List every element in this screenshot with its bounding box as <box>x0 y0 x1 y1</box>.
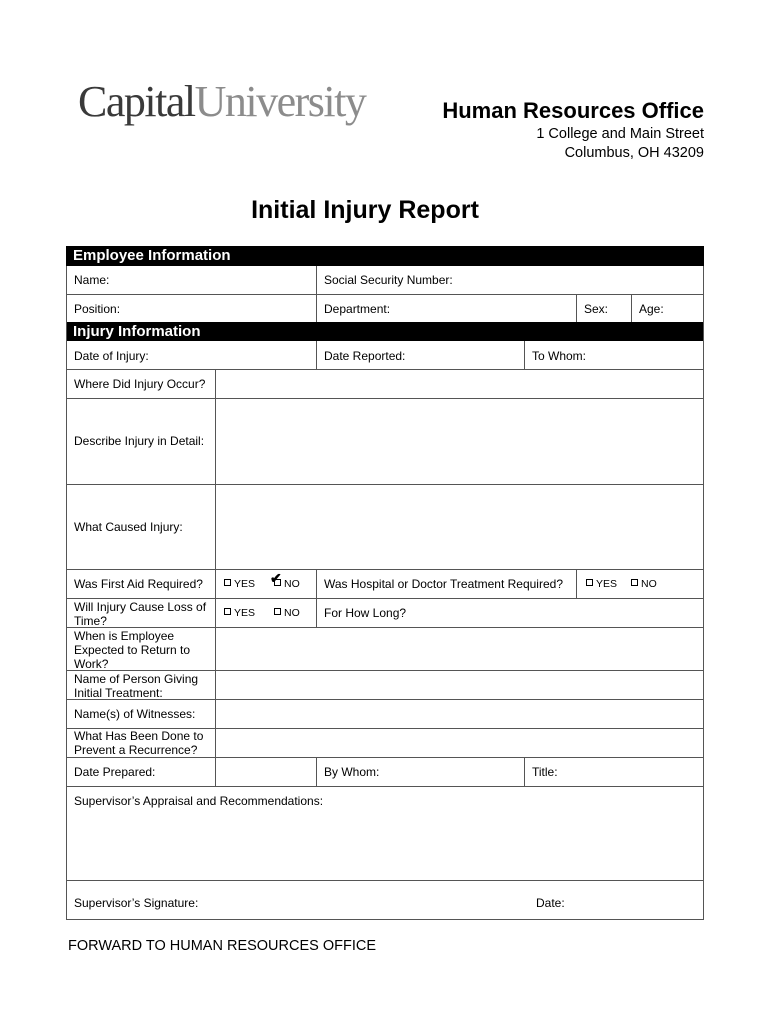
yes-option-label: YES <box>596 578 618 590</box>
first-aid-yes-checkbox[interactable] <box>224 578 255 590</box>
checkmark-icon: ✔ <box>270 570 282 586</box>
where-injury-occurred-label: Where Did Injury Occur? <box>74 377 206 391</box>
return-to-work-input[interactable] <box>216 628 703 670</box>
no-option-label: NO <box>284 607 300 619</box>
capital-university-logo <box>78 77 366 126</box>
checkbox-icon <box>631 579 638 586</box>
injury-report-form <box>66 246 704 920</box>
address-line-2: Columbus, OH 43209 <box>564 145 704 161</box>
no-option-label: NO <box>641 578 657 590</box>
supervisor-signature-field[interactable]: Supervisor’s Signature: <box>74 896 199 910</box>
prevent-recurrence-label: What Has Been Done to Prevent a Recurrence? <box>74 729 204 757</box>
witnesses-label: Name(s) of Witnesses: <box>74 707 196 721</box>
injury-information-header: Injury Information <box>66 322 704 341</box>
position-field[interactable]: Position: <box>74 302 121 316</box>
describe-injury-label: Describe Injury in Detail: <box>74 434 205 448</box>
employee-information-header: Employee Information <box>66 246 704 266</box>
yes-option-label: YES <box>234 578 256 590</box>
initial-treatment-input[interactable] <box>216 671 703 699</box>
by-whom-field[interactable]: By Whom: <box>324 765 380 779</box>
hospital-yes-checkbox[interactable] <box>586 578 617 590</box>
yes-option-label: YES <box>234 607 256 619</box>
date-prepared-label: Date Prepared: <box>74 765 156 779</box>
where-injury-occurred-input[interactable] <box>216 370 703 398</box>
checkbox-icon <box>224 608 231 615</box>
title-field[interactable]: Title: <box>532 765 558 779</box>
date-of-injury-field[interactable]: Date of Injury: <box>74 349 149 363</box>
age-field[interactable]: Age: <box>639 302 664 316</box>
ssn-field[interactable]: Social Security Number: <box>324 273 453 287</box>
name-field[interactable]: Name: <box>74 273 110 287</box>
date-reported-field[interactable]: Date Reported: <box>324 349 406 363</box>
form-title: Initial Injury Report <box>251 196 479 224</box>
logo-text-university: University <box>194 77 366 126</box>
hospital-treatment-label: Was Hospital or Doctor Treatment Required? <box>324 577 563 591</box>
first-aid-label: Was First Aid Required? <box>74 577 203 591</box>
date-prepared-input[interactable] <box>216 758 316 786</box>
no-option-label: NO <box>284 578 300 590</box>
loss-of-time-label: Will Injury Cause Loss of Time? <box>74 600 207 628</box>
loss-of-time-no-checkbox[interactable] <box>274 607 300 619</box>
initial-treatment-label: Name of Person Giving Initial Treatment: <box>74 672 199 700</box>
forward-instruction: FORWARD TO HUMAN RESOURCES OFFICE <box>68 938 377 954</box>
checkbox-icon <box>224 579 231 586</box>
hospital-no-checkbox[interactable] <box>631 578 657 590</box>
to-whom-field[interactable]: To Whom: <box>532 349 587 363</box>
checkbox-icon <box>274 608 281 615</box>
what-caused-injury-input[interactable] <box>216 485 703 569</box>
return-to-work-label: When is Employee Expected to Return to Work? <box>74 629 191 671</box>
signature-date-field[interactable]: Date: <box>536 896 565 910</box>
checkbox-icon <box>586 579 593 586</box>
witnesses-input[interactable] <box>216 700 703 728</box>
first-aid-no-checkbox[interactable] <box>270 570 300 590</box>
sex-field[interactable]: Sex: <box>584 302 609 316</box>
loss-of-time-yes-checkbox[interactable] <box>224 607 255 619</box>
org-name: Human Resources Office <box>442 98 704 123</box>
prevent-recurrence-input[interactable] <box>216 729 703 757</box>
what-caused-injury-label: What Caused Injury: <box>74 520 183 534</box>
describe-injury-input[interactable] <box>216 399 703 484</box>
logo-text-capital: Capital <box>78 77 195 126</box>
department-field[interactable]: Department: <box>324 302 391 316</box>
supervisor-appraisal-field[interactable]: Supervisor’s Appraisal and Recommendations: <box>74 794 324 808</box>
address-line-1: 1 College and Main Street <box>536 126 704 142</box>
for-how-long-field[interactable]: For How Long? <box>324 606 407 620</box>
